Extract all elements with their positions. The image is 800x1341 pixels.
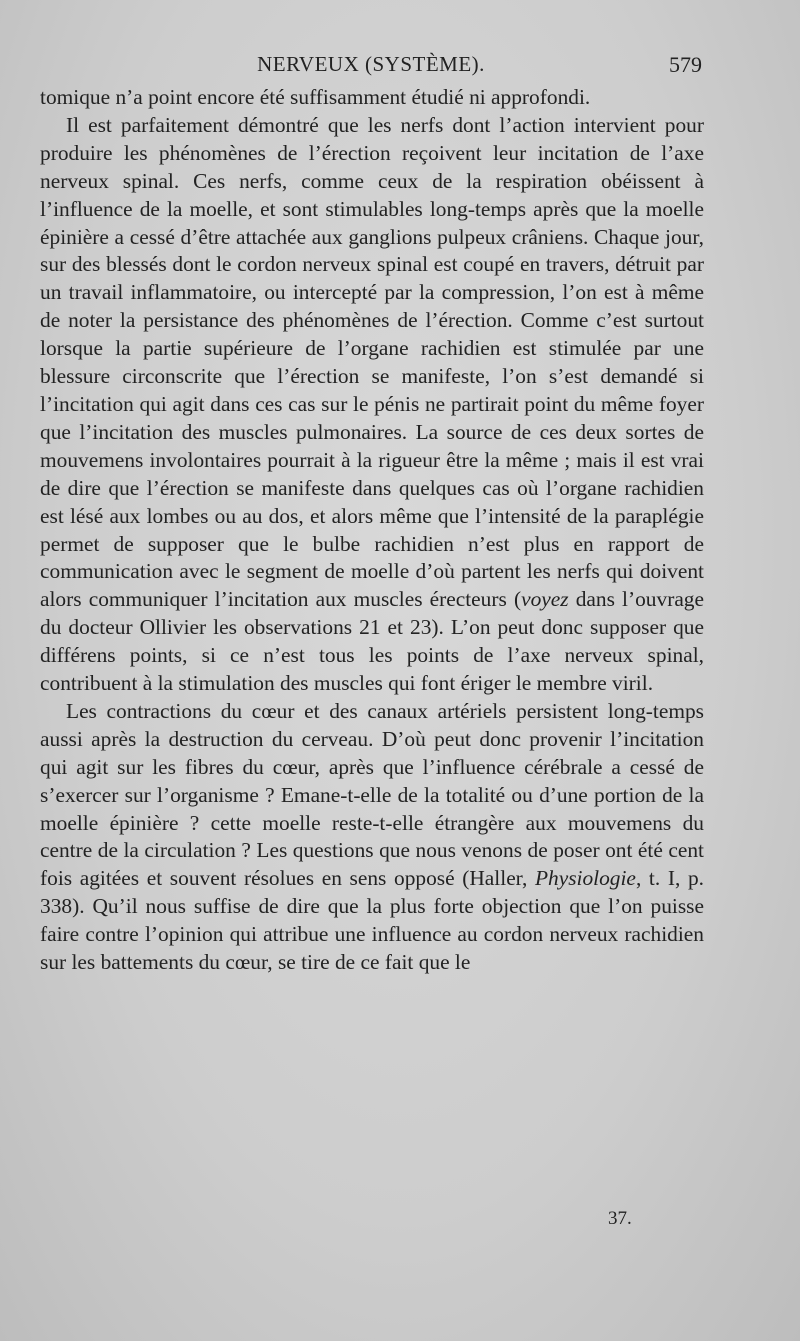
paragraph-2-text-a: Il est parfaitement démontré que les nerfs dont l’action intervient pour produire les phénomènes de l’érection reçoivent leur incitation de l’axe nerveux spinal. Ces nerfs, comme ceux de la respiration obéissent à l’influence de la moelle, et sont stimulables long-temps après que la moelle épinière a cessé d’être attachée aux ganglions pulpeux crâniens. Chaque jour, sur des blessés dont le cordon nerveux spinal est coupé en travers, détruit par un travail inflammatoire, ou intercepté par la compression, l’on est à même de noter la persistance des phénomènes de l’érection. Comme c’est surtout lorsque la partie supérieure de l’organe rachidien est stimulée par une blessure circonscrite que l’érection se manifeste, l’on s’est demandé si l’incitation qui agit dans ces cas sur le pénis ne partirait point du même foyer que l’incitation des muscles pulmonaires. La source de ces deux sortes de mouvemens involontaires pourrait à la rigueur être la même ; mais il est vrai de dire que l’érection se manifeste dans quelques cas où l’organe rachidien est lésé aux lombes ou au dos, et alors même que l’intensité de la paraplégie permet de supposer que le bulbe rachidien n’est plus en rapport de communication avec le segment de moelle d’où partent les nerfs qui doivent alors communiquer l’incitation aux muscles érecteurs ( [40,112,704,612]
paragraph-2-text-b: dans l’ouvrage du docteur Ollivier les observations 21 et 23). L’on peut donc supposer que différens points, si ce n’est tous les points de l’axe nerveux spinal, contribuent à la stimulation des muscles qui font ériger le membre viril. [40,587,705,696]
paragraph-2 [40,112,704,698]
signature-mark: 37. [608,1208,632,1229]
paragraph-3-text-b: , t. I, p. 338). Qu’il nous suffise de dire que la plus forte objection que l’on puisse faire contre l’opinion qui attribue une influence au cordon nerveux rachidien sur les battements du cœur, se tire de ce fait que le [40,866,704,975]
paragraph-1-text: tomique n’a point encore été suffisamment étudié ni approfondi. [40,85,591,109]
page-number: 579 [669,52,702,77]
running-head: NERVEUX (SYSTÈME). [257,52,485,76]
paragraph-3 [40,698,704,977]
page-header [40,52,702,82]
paragraph-3-italic-physiologie: Physiologie [534,866,636,891]
paragraph-1 [40,84,704,112]
paragraph-2-italic-voyez: voyez [521,587,569,612]
body-text [40,84,704,977]
paragraph-3-text-a: Les contractions du cœur et des canaux artériels persistent long-temps aussi après la destruction du cerveau. D’où peut donc provenir l’incitation qui agit sur les fibres du cœur, après que l’influence cérébrale a cessé de s’exercer sur l’organisme ? Emane-t-elle de la totalité ou d’une portion de la moelle épinière ? cette moelle reste-t-elle étrangère aux mouvemens du centre de la circulation ? Les questions que nous venons de poser ont été cent fois agitées et souvent résolues en sens opposé (Haller, [40,698,704,891]
